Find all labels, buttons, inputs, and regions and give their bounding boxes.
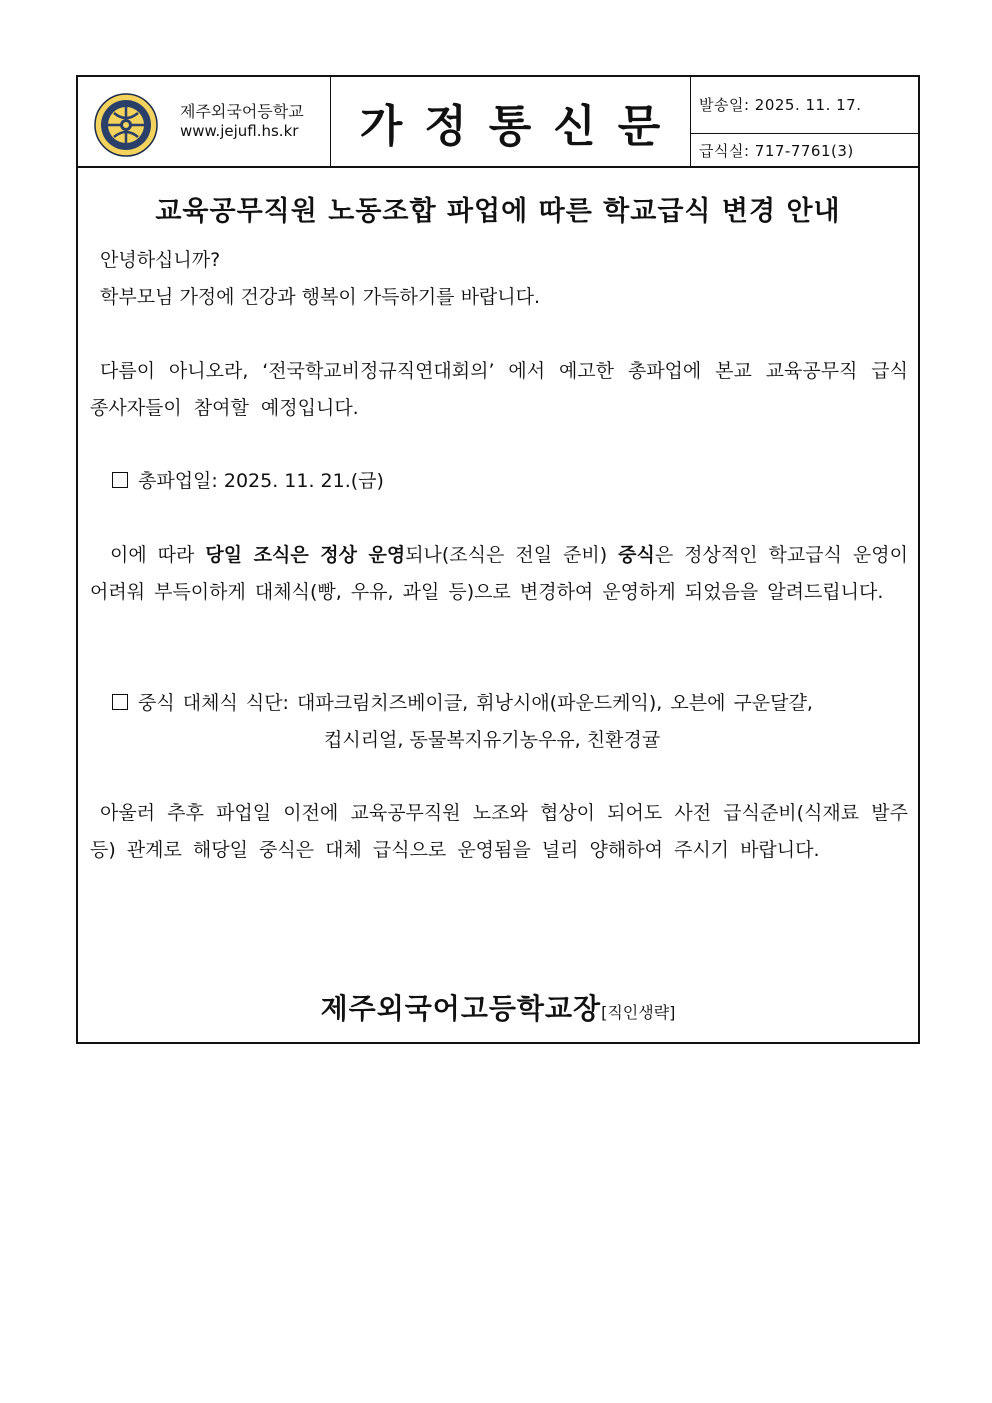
strike-date: 총파업일: 2025. 11. 21.(금) — [138, 470, 384, 492]
school-emblem-icon — [94, 93, 158, 157]
strike-date-item — [90, 463, 908, 500]
school-url: www.jejufl.hs.kr — [180, 122, 299, 140]
cafeteria-phone: 급식실: 717-7761(3) — [699, 142, 854, 160]
document-title: 가정통신문 — [359, 100, 683, 152]
principal-name: 제주외국어고등학교장 — [320, 992, 602, 1025]
checkbox-icon — [112, 472, 128, 488]
paragraph-2-part-e: 은 정상적인 학교급식 운영이 어려워 부득이하게 대체식(빵, 우유, 과일 등)으로 변경하여 운영하게 되었음을 알려드립니다. — [90, 544, 908, 603]
lunch-menu-item — [90, 685, 908, 759]
menu-line-2: 컵시리얼, 동물복지유기농우유, 친환경귤 — [324, 729, 661, 751]
school-name: 제주외국어등학교 — [180, 102, 304, 121]
issue-date: 발송일: 2025. 11. 17. — [699, 96, 862, 114]
header — [78, 77, 918, 168]
title-cell — [330, 77, 691, 166]
paragraph-1-text: 다름이 아니오라, ‘전국학교비정규직연대회의’ 에서 예고한 총파업에 본교 교육공무직 급식종사자들이 참여할 예정입니다. — [90, 360, 908, 419]
checkbox-icon — [112, 694, 128, 710]
notice-subject: 교육공무직원 노동조합 파업에 따른 학교급식 변경 안내 — [155, 196, 841, 227]
paragraph-3-text: 아울러 추후 파업일 이전에 교육공무직원 노조와 협상이 되어도 사전 급식준비(식재료 발주 등) 관계로 해당일 중식은 대체 급식으로 운영됨을 널리 양해하여 주시기 바랍니다. — [90, 802, 908, 861]
greeting-line-1: 안녕하십니까? — [100, 249, 221, 271]
info-cell — [691, 77, 918, 166]
menu-line-1: 중식 대체식 식단: 대파크림치즈베이글, 휘낭시애(파운드케익), 오븐에 구운달걀, — [138, 692, 813, 714]
paragraph-2-breakfast-notice: 당일 조식은 정상 운영 — [205, 544, 406, 566]
issue-date-row — [691, 77, 918, 134]
school-info-cell — [78, 77, 331, 166]
greeting-line-2: 학부모님 가정에 건강과 행복이 가득하기를 바랍니다. — [100, 286, 541, 308]
phone-row — [691, 134, 918, 166]
paragraph-1 — [90, 353, 908, 427]
paragraph-2-lunch-label: 중식 — [618, 544, 655, 566]
paragraph-2-part-c: 되나(조식은 전일 준비) — [405, 544, 619, 566]
signature — [78, 987, 918, 1027]
paragraph-2 — [90, 537, 908, 611]
paragraph-3 — [90, 795, 908, 869]
notice-frame — [76, 75, 920, 1044]
seal-omitted-note: [직인생략] — [601, 1003, 676, 1022]
greeting-block — [90, 242, 908, 316]
paragraph-2-part-a: 이에 따라 — [110, 544, 206, 566]
